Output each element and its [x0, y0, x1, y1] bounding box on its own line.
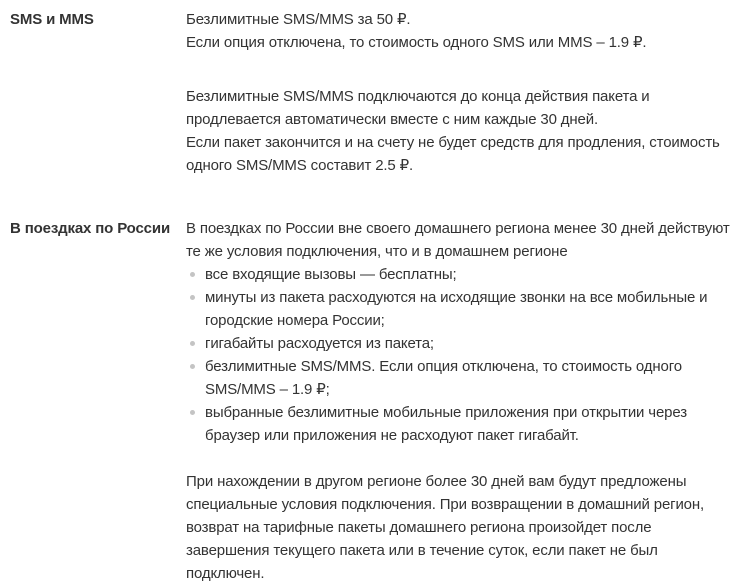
section-sms-mms [10, 8, 737, 177]
section-content [186, 217, 732, 585]
sentence: В поездках по России вне своего домашнего региона менее 30 дней действуют те же условия подключения, что и в домашнем регионе [186, 220, 730, 260]
sentence: При нахождении в другом регионе более 30 дней вам будут предложены специальные условия подключения. При возвращении в домашний регион, возврат на тарифные пакеты домашнего региона произойдет после завершения текущего пакета или в течение суток, если пакет не был подключен. [186, 473, 705, 582]
sentence: Если пакет закончится и на счету не будет средств для продления, стоимость одного SMS/MMS составит 2.5 ₽. [186, 134, 720, 174]
section-content [186, 8, 732, 177]
bullet-dot-icon [190, 341, 195, 346]
paragraph-travel-intro [186, 217, 732, 263]
list-item [186, 355, 732, 401]
list-item [186, 286, 732, 332]
bullet-dot-icon [190, 272, 195, 277]
sentence: Безлимитные SMS/MMS за 50 ₽. [186, 11, 411, 28]
list-item-text: выбранные безлимитные мобильные приложения при открытии через браузер или приложения не расходуют пакет гигабайт. [205, 404, 687, 444]
list-item-text: гигабайты расходуется из пакета; [205, 335, 434, 352]
sentence: Если опция отключена, то стоимость одного SMS или MMS – 1.9 ₽. [186, 34, 647, 51]
list-item-text: безлимитные SMS/MMS. Если опция отключена, то стоимость одного SMS/MMS – 1.9 ₽; [205, 358, 682, 398]
bullet-dot-icon [190, 364, 195, 369]
list-item [186, 401, 732, 447]
section-label: SMS и MMS [10, 11, 94, 28]
list-item-text: все входящие вызовы — бесплатны; [205, 266, 457, 283]
list-item-text: минуты из пакета расходуются на исходящие звонки на все мобильные и городские номера России; [205, 289, 708, 329]
list-item [186, 332, 732, 355]
list-item [186, 263, 732, 286]
bullet-dot-icon [190, 295, 195, 300]
paragraph-travel-outro [186, 470, 732, 585]
travel-conditions-list [186, 263, 732, 447]
bullet-dot-icon [190, 410, 195, 415]
section-travel-russia [10, 217, 737, 585]
section-label: В поездках по России [10, 220, 171, 237]
paragraph-sms-renewal [186, 85, 732, 177]
sentence: Безлимитные SMS/MMS подключаются до конца действия пакета и продлевается автоматически вместе с ним каждые 30 дней. [186, 88, 650, 128]
paragraph-sms-price [186, 8, 732, 54]
